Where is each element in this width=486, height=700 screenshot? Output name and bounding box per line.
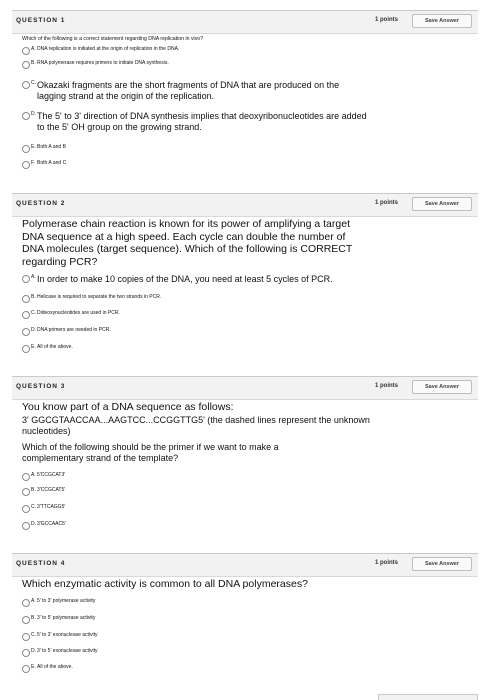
- points-label: 1 points: [374, 17, 398, 23]
- option-b[interactable]: B. 3'CCGCAT5': [22, 487, 462, 496]
- radio-button[interactable]: [22, 345, 30, 353]
- option-e[interactable]: E. Both A and B: [22, 144, 462, 153]
- points-label: 1 points: [374, 560, 398, 566]
- option-c[interactable]: C. 3'TTCAGG5': [22, 504, 462, 513]
- radio-button[interactable]: [22, 473, 30, 481]
- radio-button[interactable]: [22, 505, 30, 513]
- question-header: [12, 376, 478, 400]
- option-c[interactable]: C. Dideoxynucleotides are used in PCR.: [22, 310, 462, 319]
- question-prompt: Polymerase chain reaction is known for its power of amplifying a target DNA sequence at a high speed. Each cycle can double the number of DNA molecules (target sequence). Which of the following is CORRECT regarding PCR?: [22, 218, 353, 268]
- radio-button[interactable]: [22, 616, 30, 624]
- radio-button[interactable]: [22, 47, 30, 55]
- radio-button[interactable]: [22, 275, 30, 283]
- radio-button[interactable]: [22, 311, 30, 319]
- points-label: 1 points: [374, 383, 398, 389]
- save-answer-button[interactable]: Save Answer: [412, 197, 472, 211]
- question-prompt: Which enzymatic activity is common to all DNA polymerases?: [22, 578, 308, 590]
- question-prompt-line-3: Which of the following should be the primer if we want to make a complementary strand of the template?: [22, 442, 279, 463]
- radio-button[interactable]: [22, 61, 30, 69]
- option-b[interactable]: B. 3' to 5' polymerase activity: [22, 615, 462, 624]
- radio-button[interactable]: [22, 599, 30, 607]
- option-d[interactable]: D. 3'GCCAAC5': [22, 521, 462, 530]
- question-header: [12, 10, 478, 34]
- radio-button[interactable]: [22, 295, 30, 303]
- option-b[interactable]: B. RNA polymerase requires primers to initiate DNA synthesis.: [22, 60, 462, 69]
- points-label: 1 points: [374, 200, 398, 206]
- question-prompt: Which of the following is a correct statement regarding DNA replication in vivo?: [22, 36, 204, 42]
- radio-button[interactable]: [22, 112, 30, 120]
- question-header: [12, 553, 478, 577]
- option-a[interactable]: A. DNA replication is initiated at the origin of replication in the DNA.: [22, 46, 462, 55]
- radio-button[interactable]: [22, 161, 30, 169]
- option-e[interactable]: E. All of the above.: [22, 344, 462, 353]
- option-a[interactable]: A. In order to make 10 copies of the DNA, you need at least 5 cycles of PCR.: [22, 274, 462, 285]
- question-header: [12, 193, 478, 217]
- option-f[interactable]: F. Both A and C: [22, 160, 462, 169]
- option-c[interactable]: C. Okazaki fragments are the short fragments of DNA that are produced on the lagging strand at the origin of the replication.: [22, 80, 462, 103]
- option-e[interactable]: E. All of the above.: [22, 664, 462, 673]
- radio-button[interactable]: [22, 665, 30, 673]
- save-answer-button[interactable]: Save Answer: [412, 380, 472, 394]
- radio-button[interactable]: [22, 81, 30, 89]
- question-title: QUESTION 3: [16, 383, 66, 390]
- option-d[interactable]: D. DNA primers are needed in PCR.: [22, 327, 462, 336]
- option-a[interactable]: A. 5' to 3' polymerase activity: [22, 598, 462, 607]
- option-c[interactable]: C. 5' to 3' exonuclease activity: [22, 632, 462, 641]
- save-answer-button[interactable]: Save Answer: [412, 557, 472, 571]
- save-answer-button[interactable]: Save Answer: [412, 14, 472, 28]
- radio-button[interactable]: [22, 145, 30, 153]
- question-title: QUESTION 1: [16, 17, 66, 24]
- question-title: QUESTION 4: [16, 560, 66, 567]
- option-d[interactable]: D. 3' to 5' exonuclease activity: [22, 648, 462, 657]
- radio-button[interactable]: [22, 488, 30, 496]
- next-question-header-edge: [378, 694, 478, 700]
- option-b[interactable]: B. Helicase is required to separate the two strands in PCR.: [22, 294, 462, 303]
- radio-button[interactable]: [22, 522, 30, 530]
- radio-button[interactable]: [22, 649, 30, 657]
- option-a[interactable]: A. 5'CCGCAT3': [22, 472, 462, 481]
- question-prompt-line-1: You know part of a DNA sequence as follows:: [22, 401, 234, 413]
- question-title: QUESTION 2: [16, 200, 66, 207]
- radio-button[interactable]: [22, 633, 30, 641]
- option-d[interactable]: D. The 5' to 3' direction of DNA synthesis implies that deoxyribonucleotides are added to the 5' OH group on the growing strand.: [22, 111, 462, 134]
- radio-button[interactable]: [22, 328, 30, 336]
- question-prompt-line-2: 3' GGCGTAACCAA...AAGTCC...CCGGTTG5' (the dashed lines represent the unknown nucleotides): [22, 415, 370, 436]
